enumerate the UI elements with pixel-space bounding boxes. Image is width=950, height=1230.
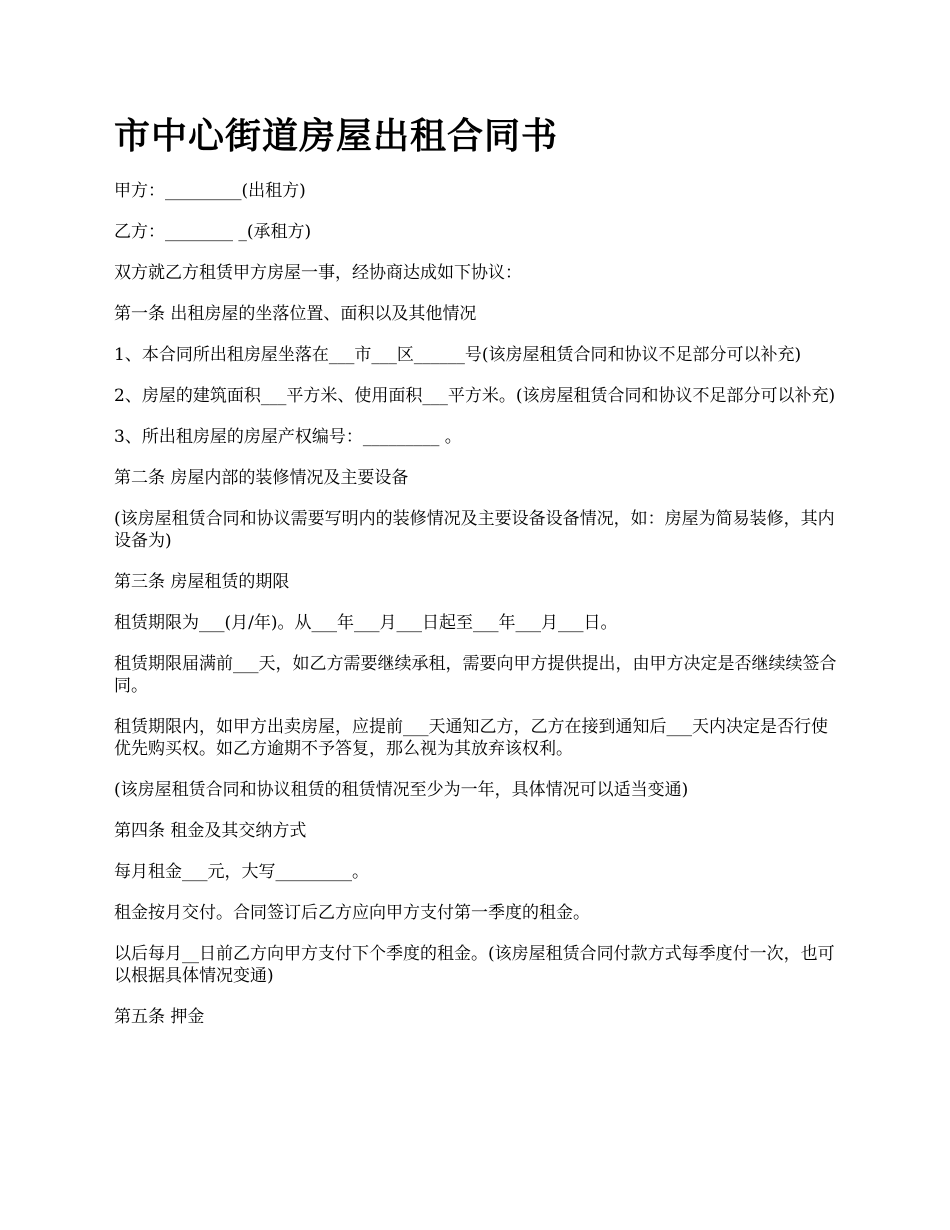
document-title: 市中心街道房屋出租合同书 bbox=[114, 116, 559, 157]
article-1-item-2: 2、房屋的建筑面积___平方米、使用面积___平方米。(该房屋租赁合同和协议不足部分可以补充) bbox=[114, 386, 836, 406]
rent-payment-line: 租金按月交付。合同签订后乙方应向甲方支付第一季度的租金。 bbox=[114, 903, 590, 923]
article-4-heading: 第四条 租金及其交纳方式 bbox=[114, 821, 307, 841]
article-2-note: (该房屋租赁合同和协议需要写明内的装修情况及主要设备设备情况，如：房屋为简易装修，其内设备为) bbox=[114, 509, 835, 551]
article-5-heading: 第五条 押金 bbox=[114, 1007, 205, 1027]
article-1-item-1: 1、本合同所出租房屋坐落在___市___区______号(该房屋租赁合同和协议不足部分可以补充) bbox=[114, 345, 802, 365]
party-a-line: 甲方：_________(出租方) bbox=[114, 181, 306, 201]
subsequent-payment-line: 以后每月__日前乙方向甲方支付下个季度的租金。(该房屋租赁合同付款方式每季度付一次，也可以根据具体情况变通) bbox=[114, 944, 835, 986]
monthly-rent-line: 每月租金___元，大写_________。 bbox=[114, 862, 369, 882]
document-page bbox=[114, 112, 840, 1047]
article-3-heading: 第三条 房屋租赁的期限 bbox=[114, 572, 290, 592]
article-3-note: (该房屋租赁合同和协议租赁的租赁情况至少为一年，具体情况可以适当变通) bbox=[114, 780, 689, 800]
lease-term-line: 租赁期限为___(月/年)。从___年___月___日起至___年___月___日。 bbox=[114, 613, 618, 633]
article-2-heading: 第二条 房屋内部的装修情况及主要设备 bbox=[114, 468, 409, 488]
preemptive-right-line: 租赁期限内，如甲方出卖房屋，应提前___天通知乙方，乙方在接到通知后___天内决定是否行使优先购买权。如乙方逾期不予答复，那么视为其放弃该权利。 bbox=[114, 717, 828, 759]
article-1-item-3: 3、所出租房屋的房屋产权编号：_________ 。 bbox=[114, 427, 462, 447]
article-1-heading: 第一条 出租房屋的坐落位置、面积以及其他情况 bbox=[114, 304, 477, 324]
agreement-intro: 双方就乙方租赁甲方房屋一事，经协商达成如下协议： bbox=[114, 263, 522, 283]
party-b-line: 乙方：________ _(承租方) bbox=[114, 222, 312, 242]
lease-renewal-line: 租赁期限届满前___天，如乙方需要继续承租，需要向甲方提供提出，由甲方决定是否继续续签合同。 bbox=[114, 654, 837, 696]
